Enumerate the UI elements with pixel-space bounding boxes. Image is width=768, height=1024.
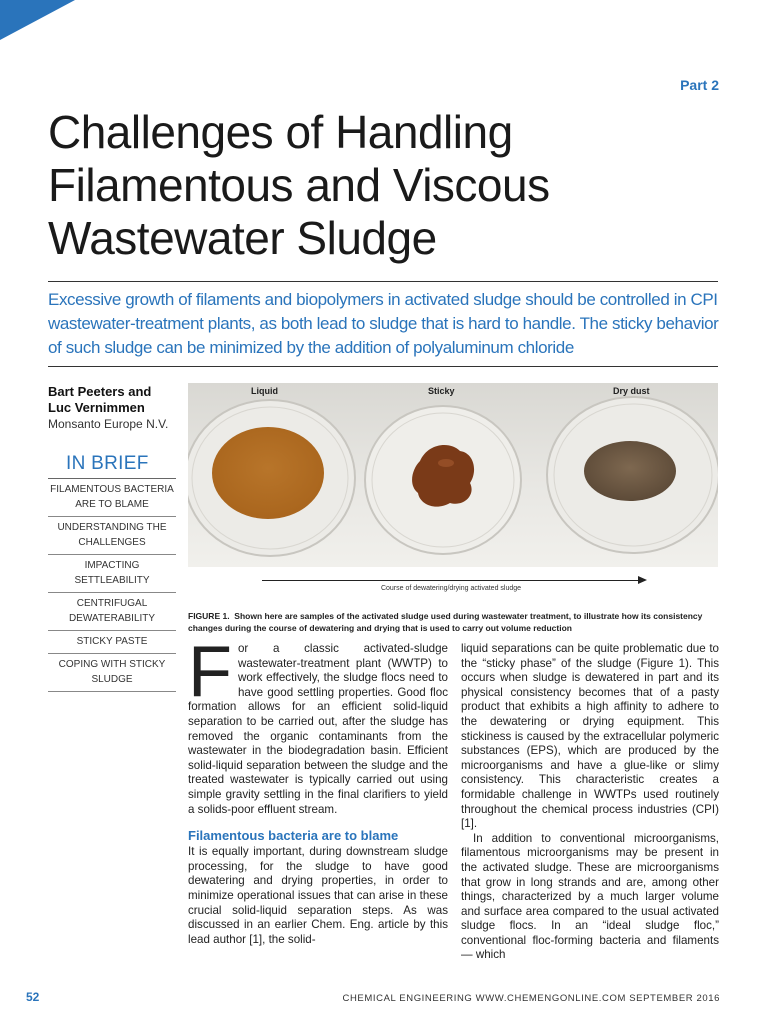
- title-line-3: Wastewater Sludge: [48, 212, 437, 264]
- arrow-caption: Course of dewatering/drying activated sludge: [380, 585, 522, 592]
- arrow-head: [638, 576, 647, 584]
- corner-accent: [0, 0, 75, 40]
- body-paragraph: liquid separations can be quite problematic due to the “sticky phase” of the sludge (Figure 1). This occurs when sludge is dewatered in part and its physical consistency becomes that of a pasty product that exhibits a high affinity to adhere to the dewatering or drying equipment. This stickiness is caused by the extracellular polymeric substances (EPS), which are produced by the microorganisms and have a glue-like or slimy consistency. This characteristic creates a formidable challenge in WWTPs used routinely throughout the chemical process industries (CPI) [1].: [461, 642, 719, 831]
- figure-label-dry-dust: Dry dust: [613, 386, 650, 396]
- in-brief-item[interactable]: COPING WITH STICKY SLUDGE: [48, 654, 176, 692]
- in-brief-item[interactable]: CENTRIFUGAL DEWATERABILITY: [48, 593, 176, 631]
- intro-text: or a classic activated-sludge wastewater-treatment plant (WWTP) to work effectively, the sludge flocs need to have good settling properties. Good floc formation allows for an efficient solid-liquid separation to be carried out, after the sludge has removed the organic contaminants from the wastewater in the biodegradation basin. Efficient solid-liquid separation between the sludge and the treated wastewater is typically carried out using simple gravity settling in the final clarifiers to yield a solids-poor effluent stream.: [188, 642, 448, 816]
- figure-label-liquid: Liquid: [251, 386, 278, 396]
- article-title: [48, 106, 728, 265]
- body-paragraph: In addition to conventional microorganisms, filamentous microorganisms may be present in the activated sludge. These are microorganisms that grow in long strands and are, among other things, characterized by a much larger volume and surface area compared to the usual activated sludge flocs. In an “ideal sludge floc,” conventional floc-forming bacteria and filaments — which: [461, 831, 719, 962]
- deck-bottom-rule: [48, 366, 718, 367]
- in-brief-item[interactable]: FILAMENTOUS BACTERIA ARE TO BLAME: [48, 479, 176, 517]
- figure-caption: [188, 610, 718, 634]
- title-line-1: Challenges of Handling: [48, 106, 513, 158]
- author-line-2: Luc Vernimmen: [48, 400, 145, 415]
- author-line-1: Bart Peeters and: [48, 384, 152, 399]
- petri-dishes-illustration: [188, 383, 718, 567]
- footer-masthead: CHEMICAL ENGINEERING WWW.CHEMENGONLINE.COM SEPTEMBER 2016: [342, 993, 720, 1004]
- figure-photo: [188, 383, 718, 567]
- dry-dust-sludge: [584, 441, 676, 501]
- dewatering-arrow: [262, 580, 640, 581]
- section-heading: Filamentous bacteria are to blame: [188, 828, 399, 844]
- drop-cap: F: [188, 632, 232, 712]
- in-brief-item[interactable]: IMPACTING SETTLEABILITY: [48, 555, 176, 593]
- figure-caption-label: FIGURE 1.: [188, 611, 230, 621]
- body-paragraph: It is equally important, during downstream sludge processing, for the sludge to have good dewatering and drying properties, in order to minimize operational issues that can arise in these crucial solid-liquid separation steps. As was discussed in an earlier Chem. Eng. article by this lead author [1], the solid-: [188, 845, 448, 946]
- body-column-2: [461, 642, 719, 963]
- page-number: 52: [26, 990, 40, 1004]
- in-brief-item[interactable]: STICKY PASTE: [48, 631, 176, 654]
- sidebar: [48, 384, 176, 692]
- intro-paragraph: [188, 632, 448, 817]
- liquid-sludge: [212, 427, 324, 519]
- figure-caption-text: Shown here are samples of the activated sludge used during wastewater treatment, to illustrate how its consistency changes during the course of dewatering and drying that is used to carry out volume reduction: [188, 611, 703, 633]
- body-column-1: [188, 632, 448, 947]
- authors: [48, 384, 176, 416]
- part-label: Part 2: [680, 77, 719, 93]
- title-line-2: Filamentous and Viscous: [48, 159, 550, 211]
- article-deck: Excessive growth of filaments and biopolymers in activated sludge should be controlled in CPI wastewater-treatment plants, as both lead to sludge that is hard to handle. The sticky behavior of such sludge can be minimized by the addition of polyaluminum chloride: [48, 290, 719, 357]
- in-brief-item[interactable]: UNDERSTANDING THE CHALLENGES: [48, 517, 176, 555]
- author-affiliation: Monsanto Europe N.V.: [48, 417, 169, 431]
- in-brief-list: [48, 479, 176, 692]
- in-brief-heading: IN BRIEF: [48, 451, 176, 479]
- figure-label-sticky: Sticky: [428, 386, 455, 396]
- deck-top-rule: [48, 281, 718, 282]
